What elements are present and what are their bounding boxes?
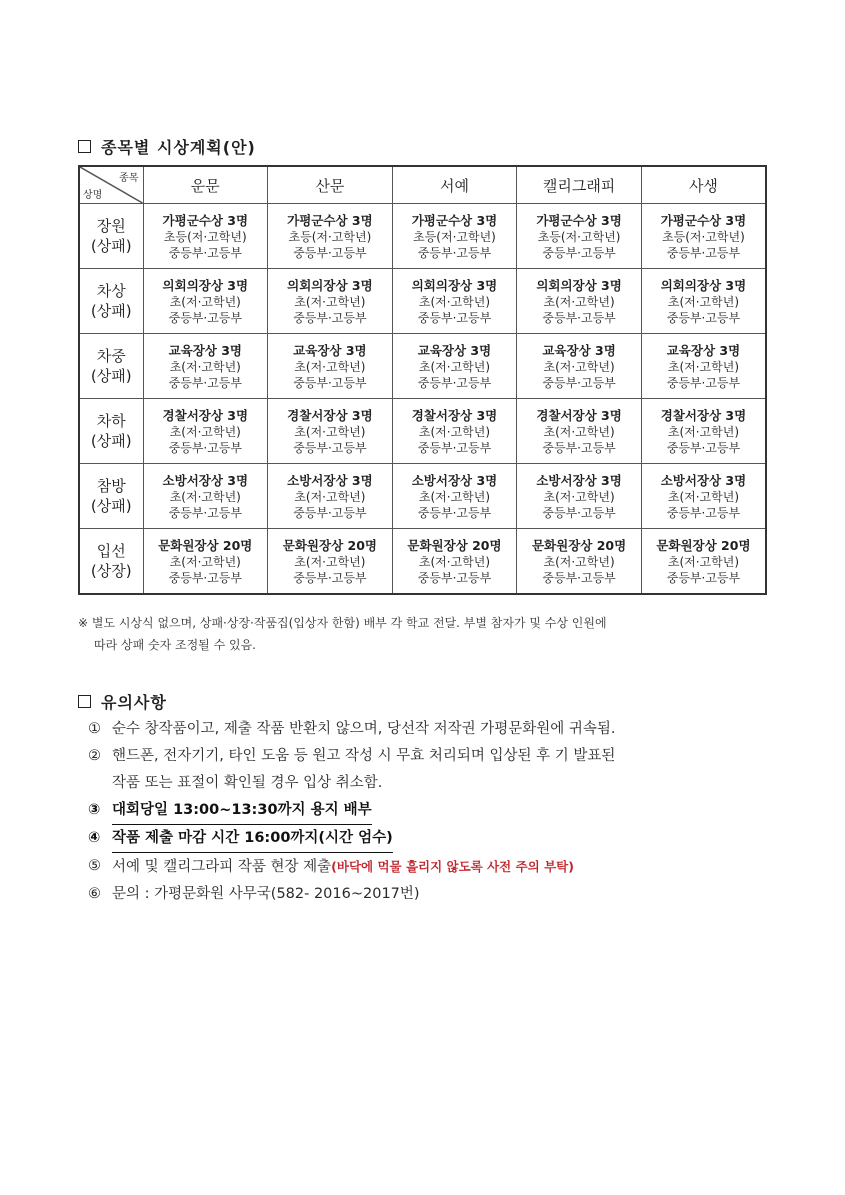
prize-name: 교육장상 3명 [293,342,367,358]
eligibility-line: 중등부·고등부 [542,570,616,585]
eligibility-line: 중등부·고등부 [293,570,367,585]
note-item [88,881,788,908]
eligibility-line: 중등부·고등부 [666,375,741,390]
note-text: 순수 창작품이고, 제출 작품 반환치 않으며, 당선작 저작권 가평문화원에 귀속됨. [112,721,616,737]
award-cell [517,334,642,399]
award-rank: 차상 [96,282,126,300]
eligibility-line: 초(저·고학년) [418,294,491,309]
eligibility-line: 초(저·고학년) [294,294,366,309]
eligibility-line: 초(저·고학년) [418,424,491,439]
award-cell [268,269,393,334]
eligibility-line: 중등부·고등부 [417,310,492,325]
award-footnote [78,612,778,656]
prize-name: 교육장상 3명 [417,342,492,358]
award-rank: 입선 [96,542,126,560]
award-cell [392,399,517,464]
eligibility-line: 중등부·고등부 [417,505,492,520]
eligibility-line: 중등부·고등부 [542,245,616,260]
prize-name: 가평군수상 3명 [660,212,747,228]
award-cell [517,399,642,464]
award-cell [392,529,517,595]
footnote-line: ※ 별도 시상식 없으며, 상패·상장·작품집(입상자 한함) 배부 각 학교 전달. 부별 참자가 및 수상 인원에 [78,616,607,630]
award-cell [641,334,766,399]
prize-name: 문화원장상 20명 [407,537,502,553]
eligibility-line: 초(저·고학년) [418,359,491,374]
award-cell [268,529,393,595]
note-text-wrap [112,853,574,881]
eligibility-line: 초등(저·고학년) [288,229,372,244]
award-row [79,529,766,595]
eligibility-line: 초등(저·고학년) [163,229,247,244]
category-header: 운문 [143,166,268,204]
award-cell [392,269,517,334]
category-header: 서예 [392,166,517,204]
eligibility-line: 중등부·고등부 [666,245,741,260]
award-cell [641,204,766,269]
award-rank-cell [79,334,143,399]
eligibility-line: 중등부·고등부 [293,310,367,325]
prize-name: 의회의장상 3명 [411,277,498,293]
award-type: (상패) [90,302,132,320]
eligibility-line: 중등부·고등부 [542,440,616,455]
eligibility-line: 초(저·고학년) [294,554,366,569]
eligibility-line: 중등부·고등부 [417,375,492,390]
award-cell [143,269,268,334]
eligibility-line: 초(저·고학년) [543,424,615,439]
award-cell [268,464,393,529]
eligibility-line: 초(저·고학년) [543,489,615,504]
prize-name: 문화원장상 20명 [656,537,751,553]
award-row [79,334,766,399]
prize-name: 경찰서장상 3명 [162,407,249,423]
eligibility-line: 중등부·고등부 [168,440,242,455]
note-text: 문의 : 가평문화원 사무국(582- 2016~2017번) [112,886,420,902]
award-cell [392,464,517,529]
award-rank: 장원 [96,217,126,235]
award-cell [517,204,642,269]
note-item [88,853,788,881]
award-type: (상패) [90,432,132,450]
award-type: (상패) [90,497,132,515]
eligibility-line: 초(저·고학년) [169,359,241,374]
eligibility-line: 중등부·고등부 [417,245,492,260]
award-cell [268,204,393,269]
eligibility-line: 중등부·고등부 [666,570,741,585]
award-plan-title: 종목별 시상계획(안) [101,138,256,157]
prize-name: 교육장상 3명 [168,342,243,358]
eligibility-line: 초(저·고학년) [294,359,366,374]
award-type: (상패) [90,367,132,385]
note-item [88,743,788,770]
prize-name: 가평군수상 3명 [287,212,373,228]
prize-name: 가평군수상 3명 [411,212,498,228]
prize-name: 교육장상 3명 [666,342,741,358]
category-header: 사생 [641,166,766,204]
eligibility-line: 중등부·고등부 [542,310,616,325]
eligibility-line: 중등부·고등부 [293,375,367,390]
eligibility-line: 초(저·고학년) [667,424,739,439]
eligibility-line: 중등부·고등부 [293,440,367,455]
eligibility-line: 초등(저·고학년) [662,229,745,244]
award-cell [143,334,268,399]
award-rank: 참방 [96,477,126,495]
award-cell [392,334,517,399]
corner-award-label: 상명 [83,190,103,201]
prize-name: 가평군수상 3명 [536,212,622,228]
award-cell [641,399,766,464]
prize-name: 의회의장상 3명 [660,277,747,293]
eligibility-line: 중등부·고등부 [168,245,242,260]
note-warning-text: (바닥에 먹물 흘리지 않도록 사전 주의 부탁) [331,859,574,874]
eligibility-line: 초(저·고학년) [169,294,241,309]
category-header: 산문 [268,166,393,204]
note-item [88,797,788,825]
eligibility-line: 초(저·고학년) [543,294,615,309]
footnote-line: 따라 상패 숫자 조정될 수 있음. [94,638,256,652]
prize-name: 경찰서장상 3명 [536,407,622,423]
award-cell [268,334,393,399]
prize-name: 소방서장상 3명 [411,472,498,488]
eligibility-line: 중등부·고등부 [168,310,242,325]
prize-name: 소방서장상 3명 [162,472,249,488]
note-number: ③ [88,802,101,818]
eligibility-line: 중등부·고등부 [542,375,616,390]
award-rank: 차중 [96,347,126,365]
note-text: 핸드폰, 전자기기, 타인 도움 등 원고 작성 시 무효 처리되며 입상된 후 기 발표된 [112,748,616,764]
award-row [79,269,766,334]
notes-heading [78,690,167,713]
notes-list [88,716,788,908]
eligibility-line: 초(저·고학년) [543,359,615,374]
checkbox-icon [78,140,91,153]
award-table-header [79,166,766,204]
award-cell [143,399,268,464]
award-rank-cell [79,529,143,595]
eligibility-line: 초(저·고학년) [418,489,491,504]
eligibility-line: 초(저·고학년) [294,489,366,504]
eligibility-line: 초(저·고학년) [294,424,366,439]
award-cell [517,269,642,334]
eligibility-line: 초등(저·고학년) [537,229,621,244]
prize-name: 교육장상 3명 [542,342,616,358]
award-rank-cell [79,464,143,529]
award-type: (상패) [90,237,132,255]
note-number: ① [88,721,101,737]
eligibility-line: 중등부·고등부 [666,505,741,520]
award-row [79,204,766,269]
eligibility-line: 중등부·고등부 [168,375,242,390]
eligibility-line: 초(저·고학년) [543,554,615,569]
note-text: 서예 및 캘리그라피 작품 현장 제출 [112,859,332,875]
award-row [79,399,766,464]
award-row [79,464,766,529]
eligibility-line: 중등부·고등부 [666,310,741,325]
note-item-continuation [88,770,788,797]
note-text: 대회당일 13:00~13:30까지 용지 배부 [112,797,372,825]
award-cell [517,464,642,529]
note-number: ⑥ [88,886,101,902]
eligibility-line: 중등부·고등부 [417,570,492,585]
award-rank-cell [79,399,143,464]
note-text: 작품 또는 표절이 확인될 경우 입상 취소함. [112,775,383,791]
eligibility-line: 중등부·고등부 [168,570,242,585]
award-cell [143,204,268,269]
prize-name: 소방서장상 3명 [536,472,622,488]
award-type: (상장) [90,562,132,580]
eligibility-line: 초(저·고학년) [667,554,739,569]
eligibility-line: 중등부·고등부 [666,440,741,455]
note-item [88,825,788,853]
corner-category-label: 종목 [119,173,139,184]
note-item [88,716,788,743]
award-rank-cell [79,204,143,269]
note-number: ② [88,748,101,764]
eligibility-line: 중등부·고등부 [542,505,616,520]
award-cell [641,464,766,529]
prize-name: 문화원장상 20명 [282,537,377,553]
eligibility-line: 초(저·고학년) [169,424,241,439]
eligibility-line: 초(저·고학년) [667,359,739,374]
award-cell [143,464,268,529]
prize-name: 의회의장상 3명 [536,277,622,293]
award-rank-cell [79,269,143,334]
prize-name: 경찰서장상 3명 [660,407,747,423]
note-number: ④ [88,830,101,846]
prize-name: 소방서장상 3명 [660,472,747,488]
prize-name: 의회의장상 3명 [287,277,373,293]
note-number: ⑤ [88,858,101,874]
eligibility-line: 중등부·고등부 [293,245,367,260]
eligibility-line: 초(저·고학년) [667,294,739,309]
eligibility-line: 중등부·고등부 [293,505,367,520]
prize-name: 소방서장상 3명 [287,472,373,488]
award-cell [268,399,393,464]
eligibility-line: 초(저·고학년) [169,489,241,504]
eligibility-line: 초(저·고학년) [667,489,739,504]
prize-name: 문화원장상 20명 [531,537,627,553]
note-text: 작품 제출 마감 시간 16:00까지(시간 엄수) [112,825,393,853]
award-plan-heading [78,135,256,158]
award-cell [517,529,642,595]
corner-header-cell [79,166,143,204]
eligibility-line: 중등부·고등부 [168,505,242,520]
prize-name: 가평군수상 3명 [162,212,249,228]
award-table [78,165,767,595]
award-cell [143,529,268,595]
eligibility-line: 중등부·고등부 [417,440,492,455]
prize-name: 경찰서장상 3명 [287,407,373,423]
eligibility-line: 초(저·고학년) [169,554,241,569]
eligibility-line: 초등(저·고학년) [413,229,496,244]
eligibility-line: 초(저·고학년) [418,554,491,569]
prize-name: 경찰서장상 3명 [411,407,498,423]
notes-title: 유의사항 [101,693,167,712]
checkbox-icon [78,695,91,708]
prize-name: 문화원장상 20명 [158,537,253,553]
award-cell [641,269,766,334]
prize-name: 의회의장상 3명 [162,277,249,293]
award-rank: 차하 [96,412,126,430]
category-header: 캘리그래피 [517,166,642,204]
award-cell [641,529,766,595]
award-cell [392,204,517,269]
